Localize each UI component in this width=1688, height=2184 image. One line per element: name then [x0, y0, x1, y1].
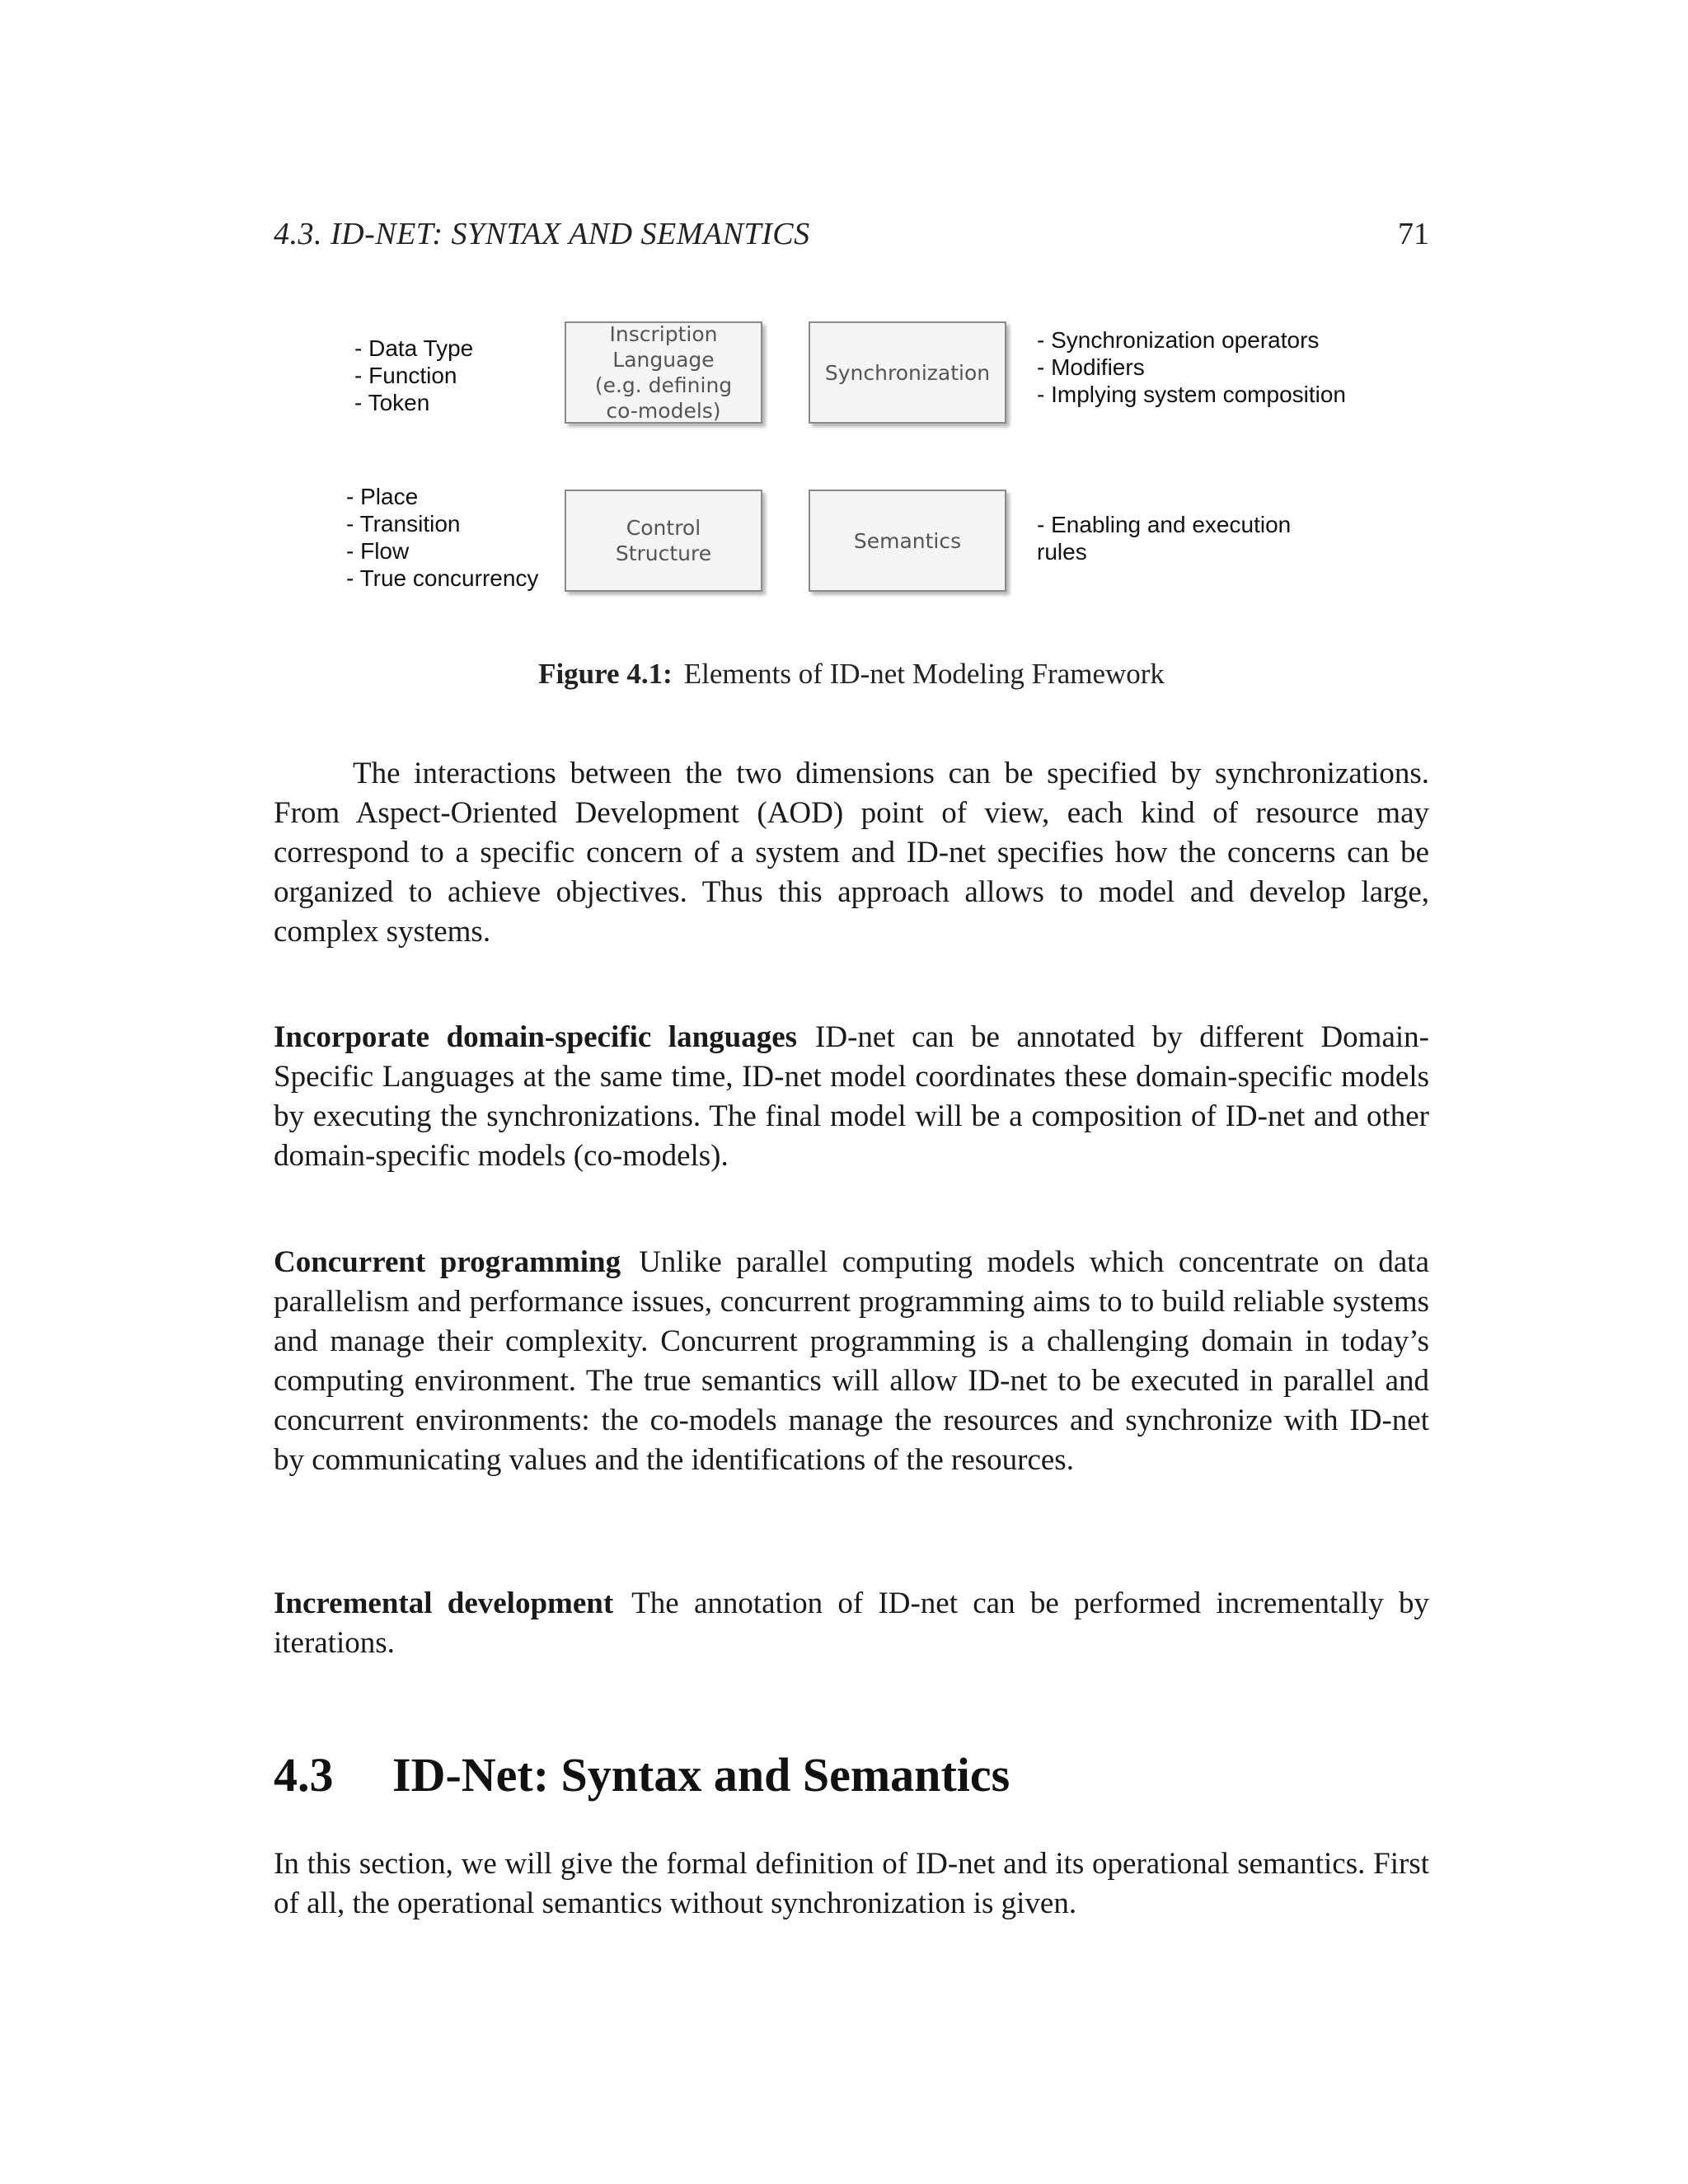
box-line: Language — [612, 348, 715, 372]
figure-caption — [274, 658, 1429, 691]
semantics-box — [809, 490, 1006, 592]
top-left-list — [354, 335, 473, 416]
box-line: Structure — [615, 541, 712, 565]
list-item: - Token — [354, 390, 430, 415]
box-line: Synchronization — [824, 360, 991, 385]
caption-text: Elements of ID-net Modeling Framework — [683, 658, 1165, 690]
list-item: - Modifiers — [1037, 354, 1145, 380]
list-item: - Data Type — [354, 335, 474, 361]
paragraph-heading: Concurrent programming — [274, 1245, 621, 1279]
list-item: - Flow — [346, 538, 410, 564]
paragraph-interactions: The interactions between the two dimensions can be specified by synchronizations. From Aspect-Oriented Development (AOD) point of view, each kind of resource may correspond to a specific concern of a system and ID-net specifies how the concerns can be organized to achieve objectives. Thus this approach allows to model and develop large, complex systems. — [274, 757, 1429, 949]
section-number: 4.3 — [274, 1748, 334, 1802]
list-item: - Place — [346, 484, 419, 509]
inscription-language-box — [565, 321, 762, 424]
list-item: - Implying system composition — [1037, 382, 1347, 407]
paragraph-domain-specific-languages — [274, 1018, 1429, 1176]
list-item: - Transition — [346, 511, 461, 537]
box-line: co-models) — [606, 399, 721, 423]
paragraph-incremental-development — [274, 1584, 1429, 1663]
synchronization-box — [809, 321, 1006, 424]
running-head — [274, 216, 1429, 259]
box-line: Semantics — [853, 528, 962, 553]
section-title: ID-Net: Syntax and Semantics — [392, 1748, 1010, 1802]
section-heading — [274, 1747, 1429, 1802]
bottom-left-list — [346, 483, 538, 592]
paragraph-heading: Incorporate domain-specific languages — [274, 1020, 798, 1054]
top-right-list — [1037, 326, 1346, 408]
paragraph-heading: Incremental development — [274, 1586, 614, 1620]
paragraph-text: The annotation of ID-net can be performed incrementally by iterations. — [274, 1586, 1430, 1660]
running-head-title: 4.3. ID-NET: SYNTAX AND SEMANTICS — [274, 217, 810, 251]
caption-label: Figure 4.1: — [538, 658, 673, 690]
paragraph-text: Unlike parallel computing models which concentrate on data parallelism and performance issues, concurrent programming aims to to build reliable systems and manage their complexity. Concurrent programming is a challenging domain in today’s computing environment. The true semantics will allow ID-net to be executed in parallel and concurrent environments: the co-models manage the resources and synchronize with ID-net by communicating values and the identifications of the resources. — [274, 1245, 1429, 1477]
list-item: rules — [1037, 539, 1087, 565]
paragraph-concurrent-programming — [274, 1243, 1429, 1480]
list-item: - Function — [354, 363, 457, 388]
box-line: Control — [626, 516, 701, 540]
list-item: - Synchronization operators — [1037, 327, 1320, 353]
box-line: Inscription — [609, 322, 718, 346]
page-number: 71 — [1398, 217, 1429, 251]
box-line: (e.g. defining — [594, 373, 733, 397]
control-structure-box — [565, 490, 762, 592]
paragraph-section-intro: In this section, we will give the formal definition of ID-net and its operational semantics. First of all, the operational semantics without synchronization is given. — [274, 1847, 1429, 1920]
figure-4-1 — [0, 305, 1688, 684]
list-item: - True concurrency — [346, 565, 539, 591]
bottom-right-list — [1037, 511, 1291, 565]
paragraph-text: ID-net can be annotated by different Domain-Specific Languages at the same time, ID-net model coordinates these domain-specific models by executing the synchronizations. The final model will be a composition of ID-net and other domain-specific models (co-models). — [274, 1020, 1429, 1173]
list-item: - Enabling and execution — [1037, 512, 1292, 537]
